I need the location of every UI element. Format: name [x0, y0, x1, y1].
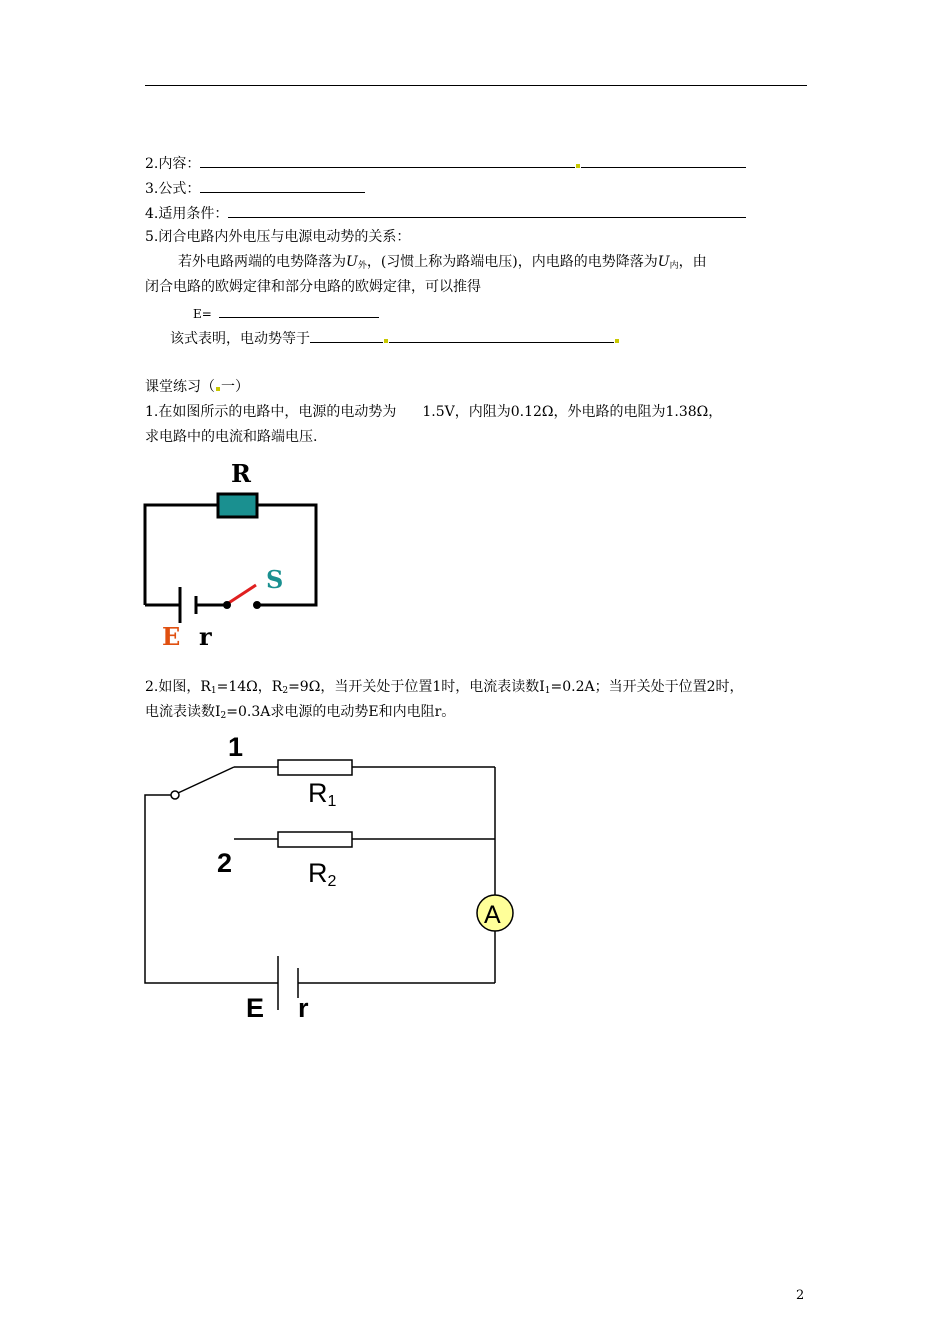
item-5: 5.闭合电路内外电压与电源电动势的关系：: [145, 229, 411, 245]
label-S: S: [266, 565, 284, 594]
label-E: E: [162, 622, 181, 651]
label-r: r: [199, 622, 212, 651]
resistor-R1: [278, 760, 352, 775]
q2-line-1: 2.如图，$R_1=14\Omega$，$R_2=9\Omega$，当开关处于位置1时，电流表读数$I_1=0.2A$；当开关处于位置2时，: [145, 679, 744, 696]
label-pos-1: 1: [228, 732, 244, 762]
label-r2: r: [298, 993, 309, 1023]
item-2: 2.内容：: [145, 152, 746, 174]
item-3: 3.公式：: [145, 177, 365, 199]
page-number: 2: [796, 1288, 805, 1303]
q1-line-1: 1.在如图所示的电路中，电源的电动势为 1.5V，内阻为0.12Ω，外电路的电阻为1.38Ω，: [145, 404, 723, 420]
q1-line-2: 求电路中的电流和路端电压.: [145, 429, 318, 445]
item-4: 4.适用条件：: [145, 202, 746, 224]
label-R2: R2: [308, 858, 337, 890]
label-E2: E: [246, 993, 265, 1023]
equation-line: E=: [193, 302, 379, 324]
q2-line-2: 电流表读数$I_2=0.3A$求电源的电动势E和内电阻r。: [145, 704, 456, 721]
resistor-R2: [278, 832, 352, 847]
practice-heading: 课堂练习（ 一）: [145, 379, 249, 395]
conclusion-line: 该式表明，电动势等于: [170, 327, 620, 349]
label-pos-2: 2: [217, 848, 233, 878]
para-line-1: 若外电路两端的电势降落为$U_外$，(习惯上称为路端电压)，内电路的电势降落为$U_内$，由: [178, 254, 707, 271]
label-R: R: [231, 459, 251, 488]
ammeter-label: A: [484, 901, 501, 929]
para-line-2: 闭合电路的欧姆定律和部分电路的欧姆定律，可以推得: [145, 279, 481, 295]
switch-pivot: [171, 791, 179, 799]
label-R1: R1: [308, 778, 337, 810]
